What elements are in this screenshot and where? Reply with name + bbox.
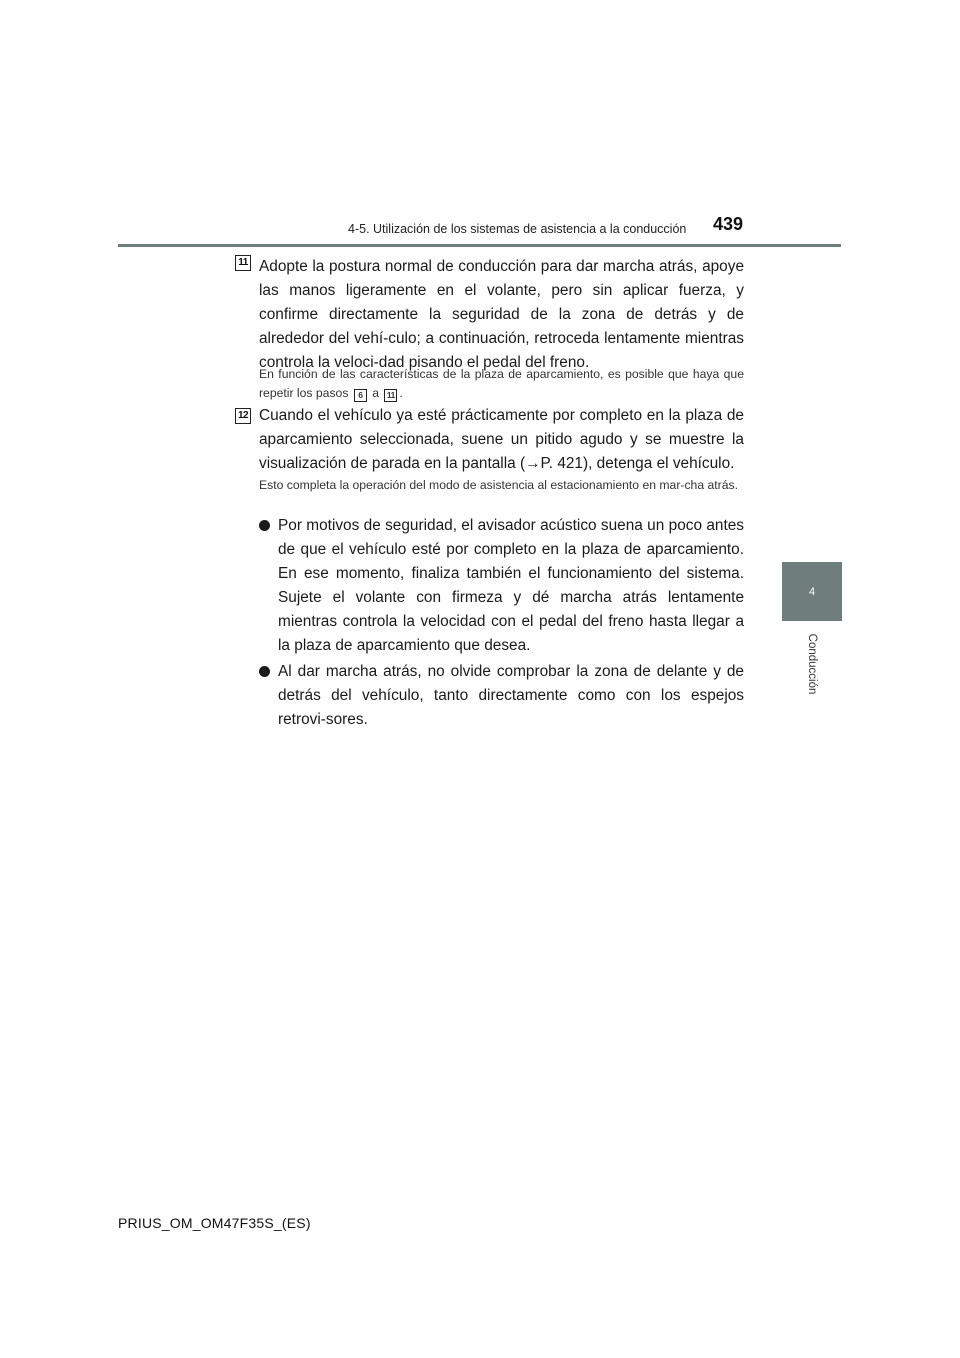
step-text: Cuando el vehículo ya esté prácticamente por completo en la plaza de aparcamiento seleccionada, suene un pitido agudo y se muestre la visualización de parada en la pantalla (→P. 421), detenga el vehículo. (259, 407, 744, 472)
step-note: Esto completa la operación del modo de asistencia al estacionamiento en mar-cha atrás. (259, 478, 738, 492)
note-period: . (399, 386, 403, 400)
step-number-badge: 11 (235, 255, 251, 271)
chapter-tab (782, 562, 842, 621)
step-note (259, 365, 744, 403)
bullet-text: Al dar marcha atrás, no olvide comprobar la zona de delante y de detrás del vehículo, tanto directamente como con los espejos retrovi-sores. (278, 663, 744, 728)
bullet-icon (259, 520, 270, 531)
bullet-text: Por motivos de seguridad, el avisador acústico suena un poco antes de que el vehículo esté por completo en la plaza de aparcamiento. En ese momento, finaliza también el funcionamiento del sistema. Sujete el volante con firmeza y dé marcha atrás lentamente mientras controla la velocidad con el pedal del freno hasta llegar a la plaza de aparcamiento que desea. (278, 517, 744, 654)
chapter-label: Conducción (806, 633, 818, 695)
step-reference-badge: 6 (354, 389, 367, 402)
bullet-icon (259, 666, 270, 677)
section-title: 4-5. Utilización de los sistemas de asistencia a la conducción (348, 222, 687, 236)
chapter-number: 4 (808, 585, 816, 598)
document-code: PRIUS_OM_OM47F35S_(ES) (118, 1215, 311, 1231)
list-item (259, 514, 744, 658)
step-number-badge: 12 (235, 408, 251, 424)
step-text: Adopte la postura normal de conducción para dar marcha atrás, apoye las manos ligeramente en el volante, pero sin aplicar fuerza, y confirme directamente la seguridad de la zona de detrás y de alrededor del vehí-culo; a continuación, retroceda lentamente mientras controla la veloci-dad pisando el pedal del freno. (259, 258, 744, 371)
page-number: 439 (713, 214, 744, 234)
note-connector: a (372, 386, 379, 400)
caution-bullet-list (259, 514, 744, 734)
list-item (259, 660, 744, 732)
step-reference-badge: 11 (384, 389, 397, 402)
note-text: En función de las características de la plaza de aparcamiento, es posible que haya que repetir los pasos (259, 367, 744, 400)
header-divider (118, 244, 841, 247)
